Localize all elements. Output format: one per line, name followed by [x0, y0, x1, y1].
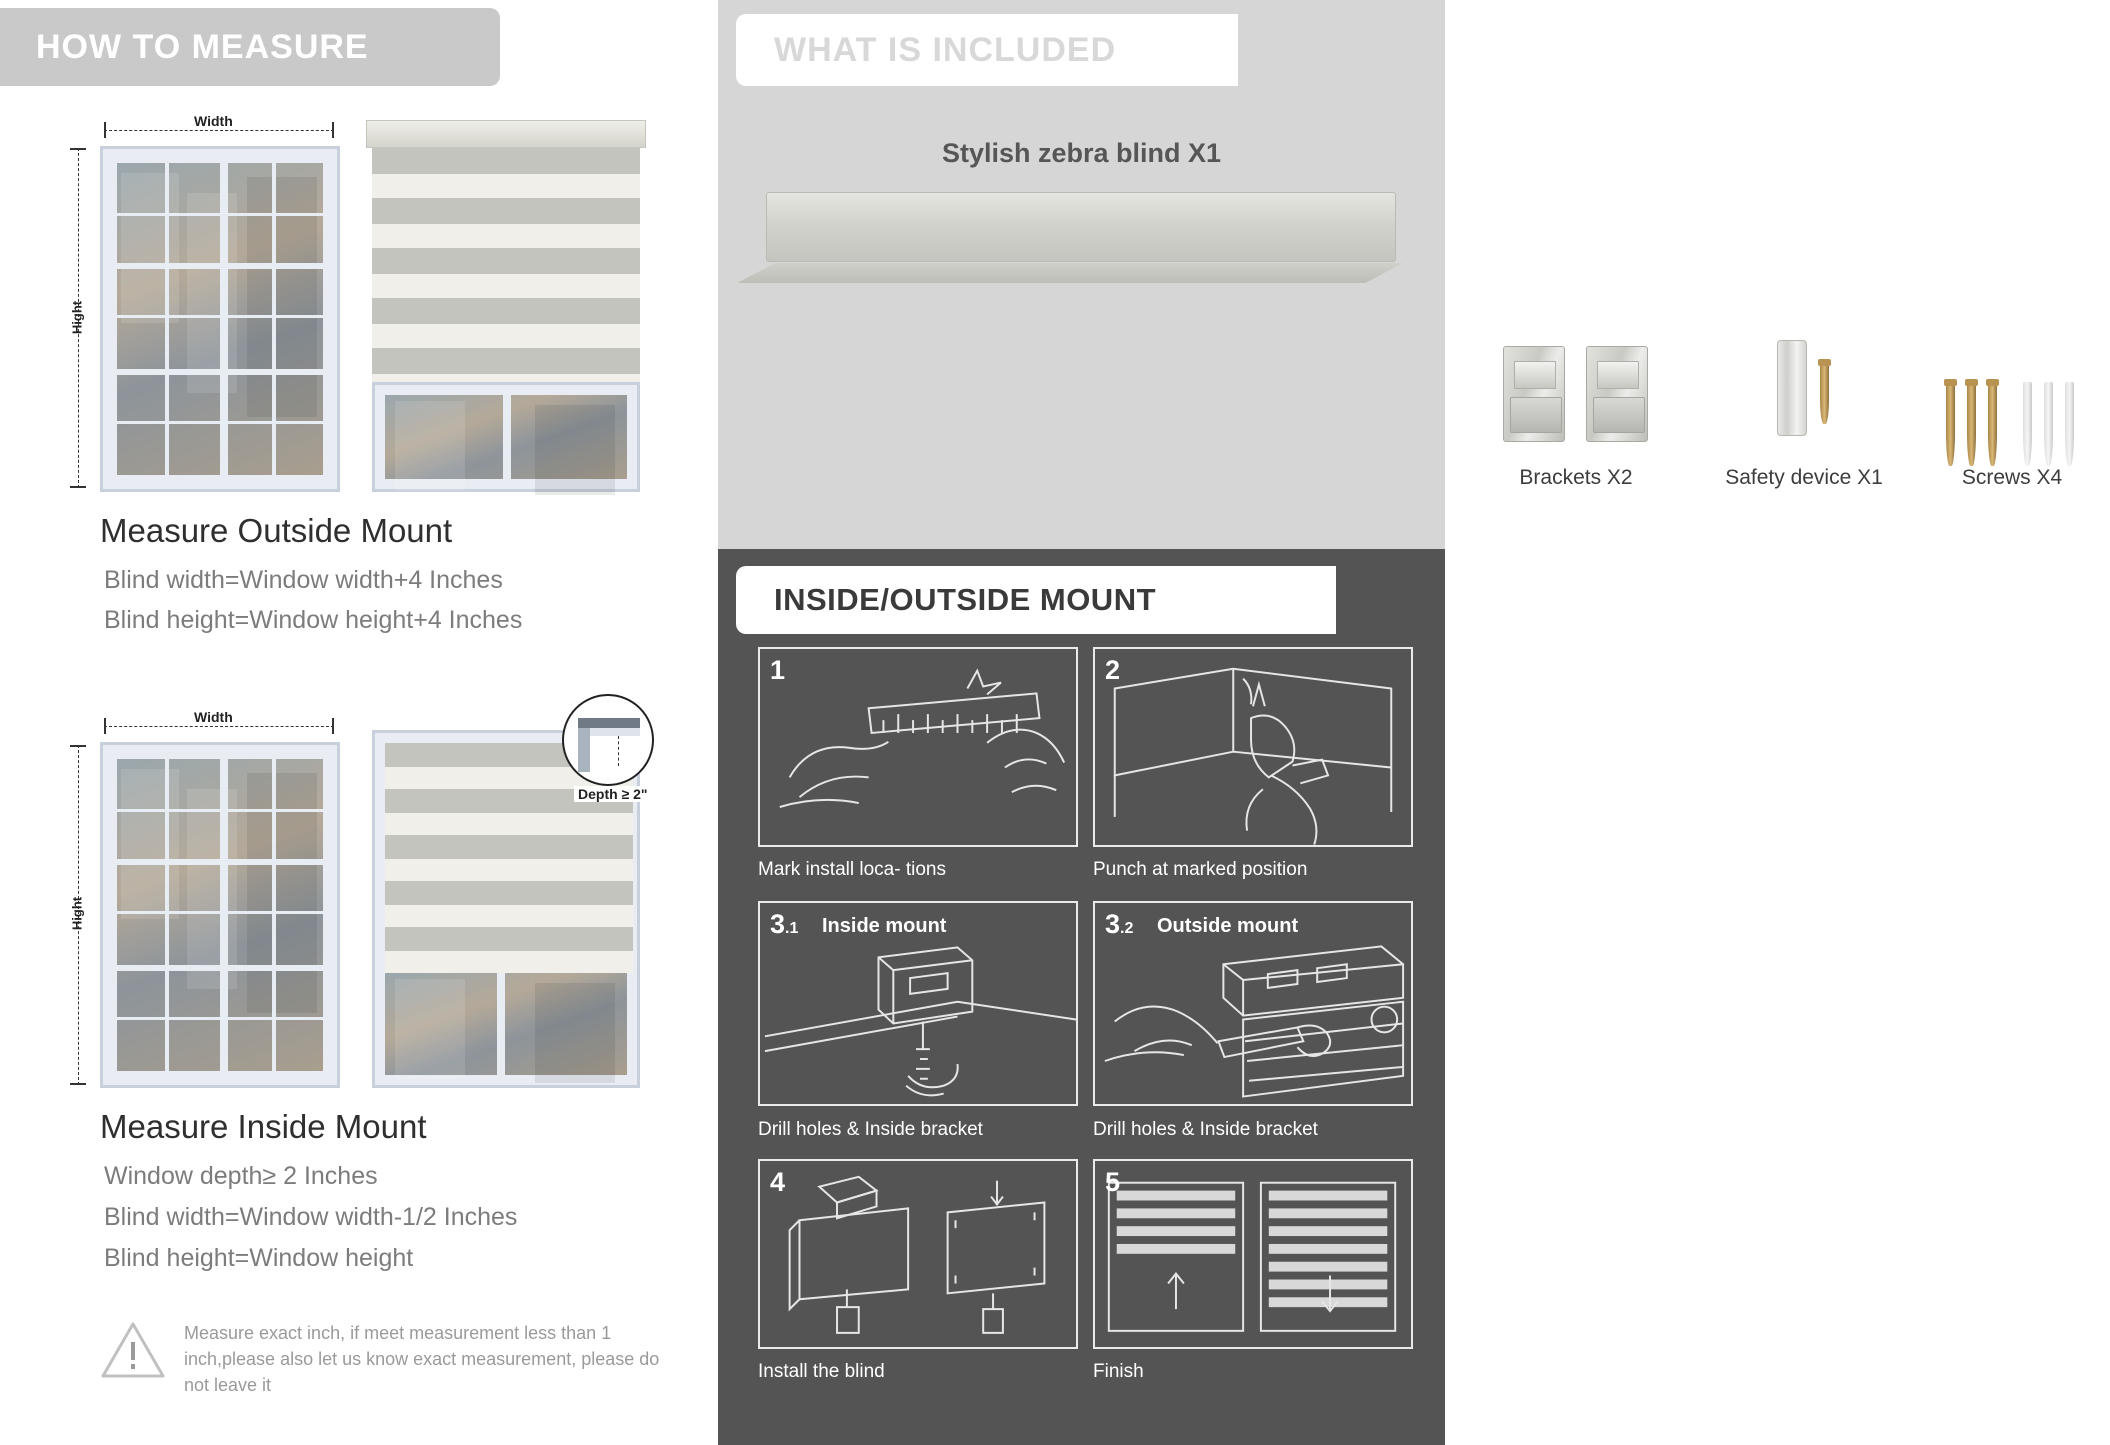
outside-mount-line-1: Blind height=Window height+4 Inches: [104, 606, 523, 634]
step-4-caption: Install the blind: [758, 1361, 885, 1382]
warning-icon: [100, 1320, 166, 1380]
screw-2: [1967, 382, 1976, 466]
what-is-included-header: [736, 14, 1238, 86]
depth-callout-circle: [562, 694, 654, 786]
step-2: [1093, 647, 1413, 887]
inside-outside-mount-panel: [718, 549, 1445, 1445]
outside-width-tick-left: [104, 122, 106, 138]
step-3-1: [758, 901, 1078, 1151]
step-4-image: [758, 1159, 1078, 1349]
window-behind-blind-outside: [372, 382, 640, 492]
blind-fabric-outside: [372, 148, 640, 410]
screw-1: [1946, 382, 1955, 466]
measure-note-text: Measure exact inch, if meet measurement less than 1 inch,please also let us know exact measurement, please do not leave it: [184, 1323, 660, 1396]
outside-mount-title: Measure Outside Mount: [100, 512, 453, 549]
inside-width-label: Width: [190, 709, 237, 725]
step-3-2-number: 3.2: [1105, 909, 1134, 939]
step-3-2-sublabel: Outside mount: [1157, 915, 1299, 937]
outside-width-label: Width: [190, 113, 237, 129]
inside-width-tick-right: [332, 718, 334, 734]
bracket-part-2: [1586, 346, 1648, 442]
anchor-2: [2044, 382, 2053, 466]
screw-head-icon: [1818, 359, 1831, 366]
safety-device-screw: [1820, 362, 1829, 424]
step-3-1-caption: Drill holes & Inside bracket: [758, 1119, 983, 1140]
outside-height-label: Hight: [69, 300, 85, 335]
brackets-label: Brackets X2: [1519, 466, 1633, 489]
step-1-image: [758, 647, 1078, 847]
step-5-image: [1093, 1159, 1413, 1349]
outside-height-tick-top: [70, 148, 86, 150]
step-2-caption: Punch at marked position: [1093, 859, 1308, 880]
what-is-included-panel: [718, 0, 2063, 549]
step-1-caption: Mark install loca- tions: [758, 859, 946, 880]
how-to-measure-header: [0, 8, 500, 86]
step-3-1-sublabel: Inside mount: [822, 915, 947, 937]
how-to-measure-header-label: HOW TO MEASURE: [36, 27, 369, 66]
step-1-number: 1: [770, 655, 786, 685]
step-3-2: [1093, 901, 1413, 1151]
step-4: [758, 1159, 1078, 1399]
inside-mount-title: Measure Inside Mount: [100, 1108, 427, 1145]
bracket-part-1: [1503, 346, 1565, 442]
step-3-1-number: 3.1: [770, 909, 799, 939]
inside-height-tick-bottom: [70, 1083, 86, 1085]
outside-width-tick-right: [332, 122, 334, 138]
screw-3: [1988, 382, 1997, 466]
measure-note: [100, 1320, 660, 1398]
step-3-2-image: [1093, 901, 1413, 1106]
outside-width-dimension-line: [104, 130, 334, 131]
blind-outside-mount: [366, 120, 646, 490]
anchor-3: [2065, 382, 2074, 466]
step-1: [758, 647, 1078, 887]
zebra-blind-headrail: [766, 192, 1396, 262]
window-inside-lower-view: [385, 973, 627, 1075]
outside-height-tick-bottom: [70, 486, 86, 488]
inside-outside-mount-header-label: INSIDE/OUTSIDE MOUNT: [774, 582, 1157, 617]
inside-height-label: Hight: [69, 896, 85, 931]
window-outside-mount: [100, 146, 340, 492]
inside-height-tick-top: [70, 745, 86, 747]
step-2-number: 2: [1105, 655, 1121, 685]
included-main-item-label: Stylish zebra blind X1: [941, 138, 1222, 168]
inside-width-dimension-line: [104, 726, 334, 727]
step-4-number: 4: [770, 1167, 786, 1197]
how-to-measure-panel: [0, 0, 712, 1445]
step-5-caption: Finish: [1093, 1361, 1144, 1382]
window-inside-view: [117, 759, 323, 1071]
window-outside-view: [117, 163, 323, 475]
inside-mount-line-0: Window depth≥ 2 Inches: [104, 1162, 378, 1190]
step-3-1-image: [758, 901, 1078, 1106]
inside-width-tick-left: [104, 718, 106, 734]
anchor-1: [2023, 382, 2032, 466]
inside-outside-mount-header: [736, 566, 1336, 634]
screws-label: Screws X4: [1961, 466, 2063, 489]
what-is-included-header-label: WHAT IS INCLUDED: [774, 30, 1117, 69]
safety-device-label: Safety device X1: [1725, 466, 1883, 489]
outside-mount-line-0: Blind width=Window width+4 Inches: [104, 566, 503, 594]
depth-label: Depth ≥ 2": [574, 786, 652, 802]
step-5: [1093, 1159, 1413, 1399]
inside-mount-line-1: Blind width=Window width-1/2 Inches: [104, 1203, 518, 1231]
window-inside-mount: [100, 742, 340, 1088]
step-5-number: 5: [1105, 1167, 1121, 1197]
step-3-2-caption: Drill holes & Inside bracket: [1093, 1119, 1318, 1140]
step-2-image: [1093, 647, 1413, 847]
safety-device-part: [1777, 340, 1807, 436]
blind-headrail-outside: [366, 120, 646, 148]
inside-mount-line-2: Blind height=Window height: [104, 1244, 414, 1272]
